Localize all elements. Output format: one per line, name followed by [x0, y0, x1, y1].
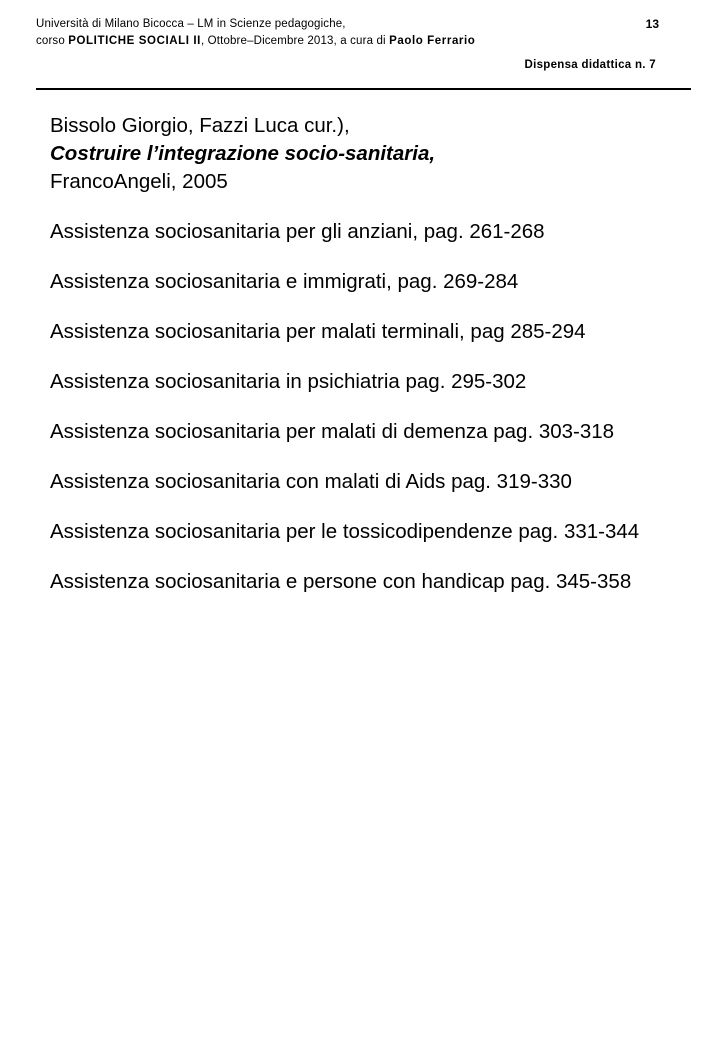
list-item: Assistenza sociosanitaria e persone con handicap pag. 345-358 — [50, 570, 632, 593]
course-label: corso — [36, 35, 69, 47]
reference-publisher: FrancoAngeli, 2005 — [50, 170, 228, 193]
header-divider — [36, 88, 691, 90]
list-item: Assistenza sociosanitaria per le tossicodipendenze pag. 331-344 — [50, 520, 640, 543]
book-reference — [50, 112, 690, 196]
course-period: , Ottobre–Dicembre 2013, a cura di — [200, 35, 390, 47]
course-title: POLITICHE SOCIALI II — [68, 35, 201, 47]
list-item: Assistenza sociosanitaria in psichiatria pag. 295-302 — [50, 370, 527, 393]
course-info — [36, 16, 475, 50]
list-item: Assistenza sociosanitaria per gli anziani, pag. 261-268 — [50, 220, 545, 243]
slide-content — [50, 112, 690, 596]
header-top-row — [36, 16, 684, 50]
page-number: 13 — [645, 17, 659, 31]
list-item: Assistenza sociosanitaria per malati terminali, pag 285-294 — [50, 320, 586, 343]
reference-authors: Bissolo Giorgio, Fazzi Luca cur.), — [50, 114, 350, 137]
course-info-line-1: Università di Milano Bicocca – LM in Scienze pedagogiche, — [36, 18, 346, 30]
handout-label: Dispensa didattica n. 7 — [524, 59, 656, 71]
list-item: Assistenza sociosanitaria con malati di Aids pag. 319-330 — [50, 470, 572, 493]
reference-title: Costruire l’integrazione socio-sanitaria, — [50, 142, 436, 165]
course-author: Paolo Ferrario — [389, 35, 476, 47]
list-item: Assistenza sociosanitaria per malati di demenza pag. 303-318 — [50, 420, 615, 443]
page-header — [36, 16, 684, 71]
list-item: Assistenza sociosanitaria e immigrati, pag. 269-284 — [50, 270, 519, 293]
course-info-line-2 — [36, 33, 475, 50]
